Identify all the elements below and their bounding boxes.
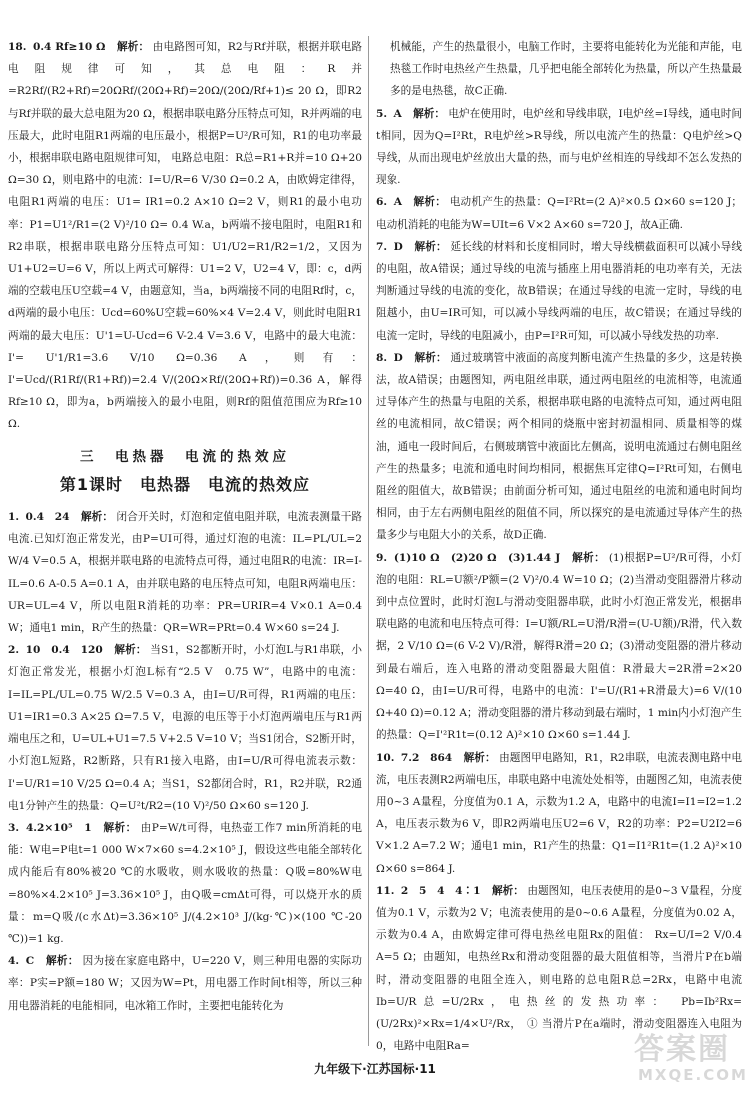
question-answer: 7.2 864 [400, 751, 453, 764]
question-number: 5. [376, 107, 388, 120]
question-number: 2. [8, 644, 20, 657]
section-title: 三 电热器 电流的热效应 [80, 448, 290, 465]
question-number: 4. [8, 955, 20, 968]
question-number: 18. [8, 41, 27, 53]
analysis-line: 机械能，产生的热量很小，电脑工作时，主要将电能转化为光能和声能，电热毯工作时电热丝产生热量，几乎把电能全部转化为热量，所以产生热量最多的是电热毯，故C正确. [390, 41, 742, 98]
column-divider [368, 36, 369, 1046]
analysis-line: 电动机产生的热量：Q=I²Rt=(2 A)²×0.5 Ω×60 s=120 J；电动机消耗的电能为W=UIt=6 V×2 A×60 s=720 J，故A正确. [376, 196, 742, 231]
question-answer: (1)10 Ω (2)20 Ω (3)1.44 J [393, 551, 561, 564]
analysis-label: 解析： [572, 551, 606, 564]
question-10 [376, 747, 742, 880]
question-number: 10. [376, 751, 395, 764]
analysis-line: 当滑片P在a端时，滑动变阻器连入电阻为0，电路中电阻Ra= [376, 1017, 742, 1053]
analysis-line: (1)根据P=U²/R可得，小灯泡的电阻：RL=U额²/P额=(2 V)²/0.4 W=10 Ω；(2)当滑动变阻器滑片移动到中点位置时，此时灯泡L与滑动变阻器串联，此时小灯泡正常发光，根据串联电路的电流和电压特点可得：I=U额/RL=U滑/R滑=(U-U额)/R滑，代入数据，2 V/10 Ω=(6 V-2 V)/R滑，解得R滑=20 Ω；(3)滑动变阻器的滑片移动到最右端后，连入电路的滑动变阻器最大阻值：R滑最大=2R滑=2×20 Ω=40 Ω，由I=U/R可得，电路中的电流：I'=U/(R1+R滑最大)=6 V/(10 Ω+40 Ω)=0.12 A；滑动变阻器的滑片移动到最右端时，1 min内小灯泡产生的热量：Q=I'²R1t=(0.12 A)²×10 Ω×60 s=1.44 J. [376, 551, 742, 742]
analysis-line: 通过玻璃管中液面的高度判断电流产生热量的多少，这是转换法，故A错误；由题图知，两电阻丝串联，通过两电阻丝的电流相等，电流通过导体产生的热量与电阻的关系，根据串联电路的电流特点可知，通过两电阻丝的电流相同，故C错误；两个相同的烧瓶中密封初温相同、质量相等的煤油，通电一段时间后，右侧玻璃管中液面比左侧高，说明电流通过右侧电阻丝产生的热量多；电流和通电时间均相同，根据焦耳定律Q=I²Rt可知，右侧电阻丝的阻值大，故B错误；由前面分析可知，通过电阻丝的电流和通电时间均相同，由于左右两侧电阻丝的阻值不同，所以探究的是电流通过导体产生的热量多少与电阻大小的关系，故D正确. [376, 351, 743, 542]
analysis-label: 解析： [413, 107, 445, 120]
analysis-line: Rx=U/I=2 V/0.4 A=5 Ω；由题知，电热丝Rx和滑动变阻器的最大阻值相等，当滑片P在b端时，滑动变阻器的电阻全连入，则电路的总电阻R总=2Rx，电路中电流Ib=U/R总=U/2Rx，电热丝的发热功率： [376, 929, 742, 1008]
watermark-url: MXQE.COM [638, 1066, 748, 1084]
question-answer: D [393, 240, 403, 253]
analysis-label: 解析： [413, 196, 447, 209]
question-9 [376, 547, 742, 747]
question-answer: 0.4 Rf≥10 Ω [32, 41, 106, 53]
question-answer: 4.2×10⁵ 1 [25, 821, 92, 834]
question-answer: 10 0.4 120 [25, 644, 103, 657]
question-answer: 0.4 24 [25, 511, 70, 524]
right-column [376, 36, 742, 1057]
analysis-label: 解析： [45, 955, 79, 968]
question-number: 9. [376, 551, 388, 564]
question-18 [8, 36, 362, 436]
analysis-line: 0.4 W.a，b两端不接电阻时，电阻R1和R2串联，根据串联电路分压特点可知：U1/U2=R1/R2=1/2，又因为U1+U2=U=6 V，所以上两式可解得：U1=2 V，U2=4 V，即：c，d两端的空载电压U空载=4 V，由题意知，当a，b两端接不同的电阻Rf时，c，d两端的最小电压：Ucd=60%U空载=60%×4 V=2.4 V，则此时电阻R1两端的最大电压：U'1=U-Ucd=6 V-2.4 V=3.6 V，电路中的最大电流：I'= [8, 218, 363, 364]
analysis-line: 由P=W/t可得，电热壶工作7 min所消耗的电能：W电=P电t=1 000 W×7×60 s=4.2×10⁵ J，假设这些电能全部转化成内能后有80%被20 ℃的水吸收，则水吸收的热量：Q吸=80%W电=80%×4.2×10⁵ J=3.36×10⁵ J，由Q吸=cmΔt可得，可以烧开水的质量：m=Q吸/(c水Δt)=3.36×10⁵ J/(4.2×10³ J/(kg·℃)×(100 ℃-20 ℃))=1 kg. [8, 821, 362, 945]
analysis-line: IR1=0.2 A×10 Ω=2 V，则R1的最小电功率：P1=U1²/R1=(2 V)²/10 Ω= [8, 196, 362, 231]
question-answer: D [393, 351, 403, 364]
watermark-text: 答案圈 [634, 1032, 730, 1067]
analysis-label: 解析： [114, 644, 147, 657]
question-3 [8, 817, 362, 950]
question-7 [376, 236, 742, 347]
analysis-label: 解析： [103, 821, 137, 834]
question-2 [8, 639, 362, 817]
analysis-line: U'1/R1=3.6 V/10 Ω=0.36 A，则有：I'=Ucd/(R1Rf/(R1+Rf))=2.4 V/(20Ω×Rf/(20Ω+Rf))=0.36 A，解得 [8, 351, 362, 387]
analysis-label: 解析： [491, 884, 524, 897]
watermark-logo [630, 1020, 748, 1090]
question-8 [376, 347, 742, 547]
question-6 [376, 191, 742, 235]
page-footer: 九年级下·江苏国标·11 [314, 1062, 436, 1076]
analysis-label: 解析： [80, 511, 113, 524]
analysis-label: 解析： [414, 240, 447, 253]
question-answer: 2 5 4 4∶1 [400, 884, 481, 897]
analysis-line: 由题图知，电压表使用的是0~3 V量程，分度值为0.1 V，示数为2 V；电流表使用的是0~0.6 A量程，分度值为0.02 A，示数为0.4 A，由欧姆定律可得电热丝电阻Rx的阻值： [376, 884, 742, 942]
left-column [8, 36, 362, 1017]
question-number: 7. [376, 240, 388, 253]
question-5 [376, 103, 742, 192]
analysis-line: 电路总电阻：R总=R1+R并=10 Ω+20 Ω=30 Ω，则电路中的电流：I=U/R=6 V/30 Ω=0.2 A，由欧姆定律得，电阻R1两端的电压：U1= [8, 152, 362, 209]
question-number: 3. [8, 821, 20, 834]
question-1 [8, 506, 362, 639]
analysis-label: 解析： [414, 351, 447, 364]
question-4-continued [376, 36, 742, 103]
analysis-line: Pb=Ib²Rx=(U/2Rx)²×Rx=1/4×U²/Rx， ① [376, 995, 742, 1030]
question-number: 11. [376, 884, 395, 897]
lesson-title: 第1课时 电热器 电流的热效应 [59, 474, 311, 494]
question-4 [8, 950, 362, 1017]
question-number: 8. [376, 351, 388, 364]
analysis-line: 由电路图可知，R2与Rf并联，根据并联电路电阻规律可知，其总电阻：R并=R2Rf/(R2+Rf)=20ΩRf/(20Ω+Rf)=20Ω/(20Ω/Rf+1)≤ [8, 41, 362, 98]
analysis-label: 解析： [463, 751, 496, 764]
analysis-label: 解析： [116, 41, 150, 53]
analysis-line: 由题图甲电路知，R1，R2串联，电流表测电路中电流，电压表测R2两端电压，串联电路中电流处处相等，由题图乙知，电流表使用0~3 A量程，分度值为0.1 A，示数为1.2 A，电路中的电流I=I1=I2=1.2 A，电压表示数为6 V，即R2两端电压U2=6 V，R2的功率：P2=U2I2=6 V×1.2 A=7.2 W；通电1 min，R1产生的热量：Q1=I1²R1t=(1.2 A)²×10 Ω×60 s=864 J. [376, 751, 743, 875]
question-answer: C [25, 955, 35, 968]
analysis-line: 因为接在家庭电路中，U=220 V，则三种用电器的实际功率：P实=P额=180 W；又因为W=Pt，用电器工作时间t相等，所以三种用电器消耗的电能相同，电冰箱工作时，主要把电能转化为 [8, 955, 363, 1012]
question-answer: A [393, 196, 402, 209]
analysis-line: 延长线的材料和长度相同时，增大导线横截面积可以减小导线的电阻，故A错误；通过导线的电流与插座上用电器消耗的电功率有关，无法判断通过导线的电流的变化，故B错误；在通过导线的电流一定时，导线的电阻越小，由U=IR可知，可以减小导线两端的电压，故C错误；在通过导线的电流一定时，导线的电阻减小，由P=I²R可知，可以减小导线发热的功率. [376, 240, 743, 342]
analysis-line: 电炉在使用时，电炉丝和导线串联，I电炉丝=I导线，通电时间t相同，因为Q=I²Rt，R电炉丝>R导线，所以电流产生的热量：Q电炉丝>Q导线，从而出现电炉丝放出大量的热，而与电炉丝相连的导线却不怎么发热的现象. [376, 107, 742, 187]
analysis-line: 20 Ω，即R2与Rf并联的最大总电阻为20 Ω，根据串联电路分压特点可知，R并两端的电压最大，此时电阻R1两端的电压最小，根据P=U²/R可知，R1的电功率最小，根据串联电路电阻规律可知， [8, 85, 362, 165]
analysis-line: 闭合开关时，灯泡和定值电阻并联，电流表测量干路电流.已知灯泡正常发光，由P=UI可得，通过灯泡的电流：IL=PL/UL=2 W/4 V=0.5 A，根据并联电路的电流特点可得，通过电阻R的电流：IR=I-IL=0.6 A-0.5 A=0.1 A，由并联电路的电压特点可知，电阻R两端电压：UR=UL=4 V，所以电阻R消耗的功率：PR=URIR=4 V×0.1 A=0.4 W；通电1 min，R产生的热量：QR=WR=PRt=0.4 W×60 s=24 J. [8, 511, 363, 635]
question-number: 1. [8, 511, 20, 524]
analysis-line: 当S1，S2都断开时，小灯泡L与R1串联，小灯泡正常发光，根据小灯泡L标有“2.5 V 0.75 W”，电路中的电流：I=IL=PL/UL=0.75 W/2.5 V=0.3 A，由I=U/R可得，R1两端的电压：U1=IR1=0.3 A×25 Ω=7.5 V，电源的电压等于小灯泡两端电压与R1两端电压之和，U=UL+U1=7.5 V+2.5 V=10 V；当S1闭合，S2断开时，小灯泡L短路，R2断路，只有R1接入电路，由I=U/R可得电流表示数：I'=U/R1=10 V/25 Ω=0.4 A；当S1，S2都闭合时，R1，R2并联，R2通电1分钟产生的热量：Q=U²t/R2=(10 V)²/50 Ω×60 s=120 J. [8, 644, 362, 812]
analysis-line: Rf≥10 Ω，即为a，b两端接入的最小电阻，则Rf的阻值范围应为Rf≥10 Ω. [8, 396, 362, 431]
question-number: 6. [376, 196, 388, 209]
question-answer: A [393, 107, 402, 120]
